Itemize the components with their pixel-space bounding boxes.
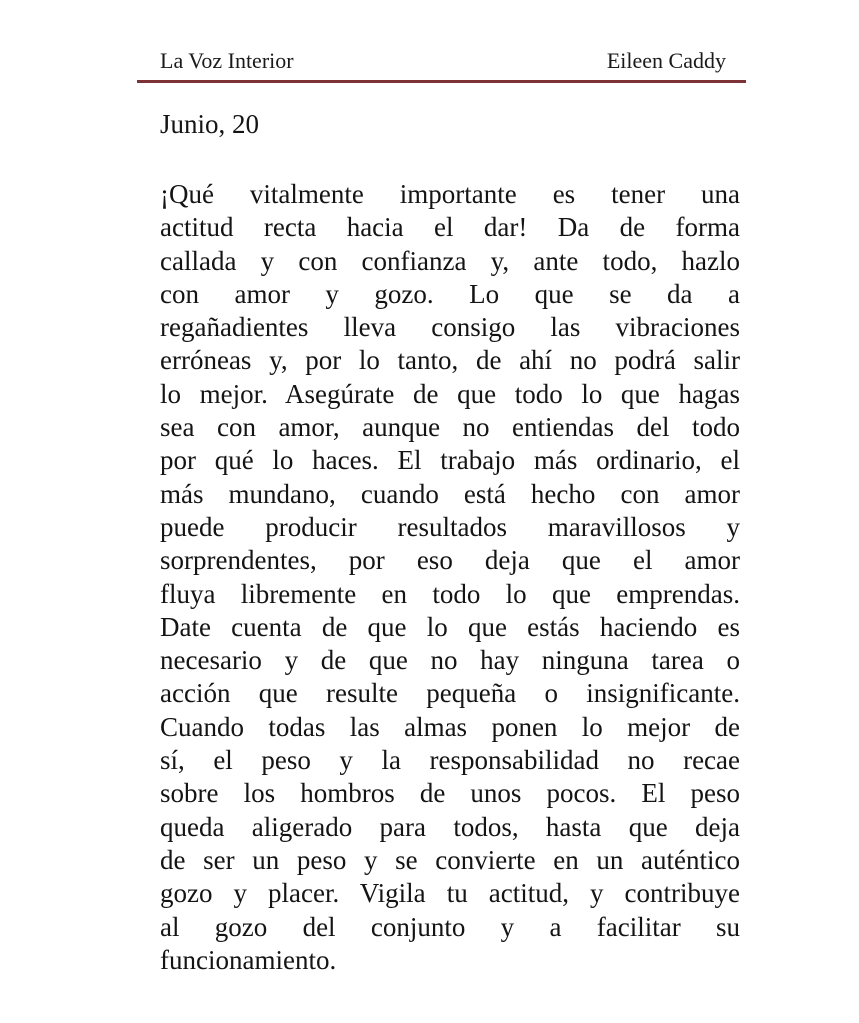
body-line: más mundano, cuando está hecho con amor <box>160 478 740 509</box>
body-line: sorprendentes, por eso deja que el amor <box>160 545 740 576</box>
body-line: gozo y placer. Vigila tu actitud, y contribuye <box>160 878 740 909</box>
body-line: actitud recta hacia el dar! Da de forma <box>160 212 740 243</box>
body-line: con amor y gozo. Lo que se da a <box>160 278 740 309</box>
body-line: lo mejor. Asegúrate de que todo lo que hagas <box>160 378 740 409</box>
body-text <box>160 178 740 977</box>
body-line: sí, el peso y la responsabilidad no recae <box>160 745 740 776</box>
running-header <box>160 48 726 74</box>
body-line: fluya libremente en todo lo que emprendas. <box>160 578 740 609</box>
body-line: necesario y de que no hay ninguna tarea o <box>160 645 740 676</box>
running-header-author: Eileen Caddy <box>606 48 726 73</box>
body-line: acción que resulte pequeña o insignificante. <box>160 678 740 709</box>
body-line: ¡Qué vitalmente importante es tener una <box>160 179 740 209</box>
body-line: sobre los hombros de unos pocos. El peso <box>160 778 740 809</box>
body-line: de ser un peso y se convierte en un auténtico <box>160 844 740 875</box>
body-line: sea con amor, aunque no entiendas del todo <box>160 412 740 443</box>
running-header-title: La Voz Interior <box>160 48 294 73</box>
header-rule <box>137 80 746 83</box>
body-line: Cuando todas las almas ponen lo mejor de <box>160 711 740 742</box>
body-line: Date cuenta de que lo que estás haciendo es <box>160 611 740 642</box>
body-line: puede producir resultados maravillosos y <box>160 511 740 542</box>
date-heading: Junio, 20 <box>160 109 260 139</box>
body-line: queda aligerado para todos, hasta que deja <box>160 811 740 842</box>
body-line: regañadientes lleva consigo las vibraciones <box>160 312 740 343</box>
body-line: por qué lo haces. El trabajo más ordinario, el <box>160 445 740 476</box>
body-line: callada y con confianza y, ante todo, hazlo <box>160 245 740 276</box>
body-line: al gozo del conjunto y a facilitar su <box>160 911 740 942</box>
body-line: erróneas y, por lo tanto, de ahí no podrá salir <box>160 345 740 376</box>
body-line: funcionamiento. <box>160 944 337 975</box>
